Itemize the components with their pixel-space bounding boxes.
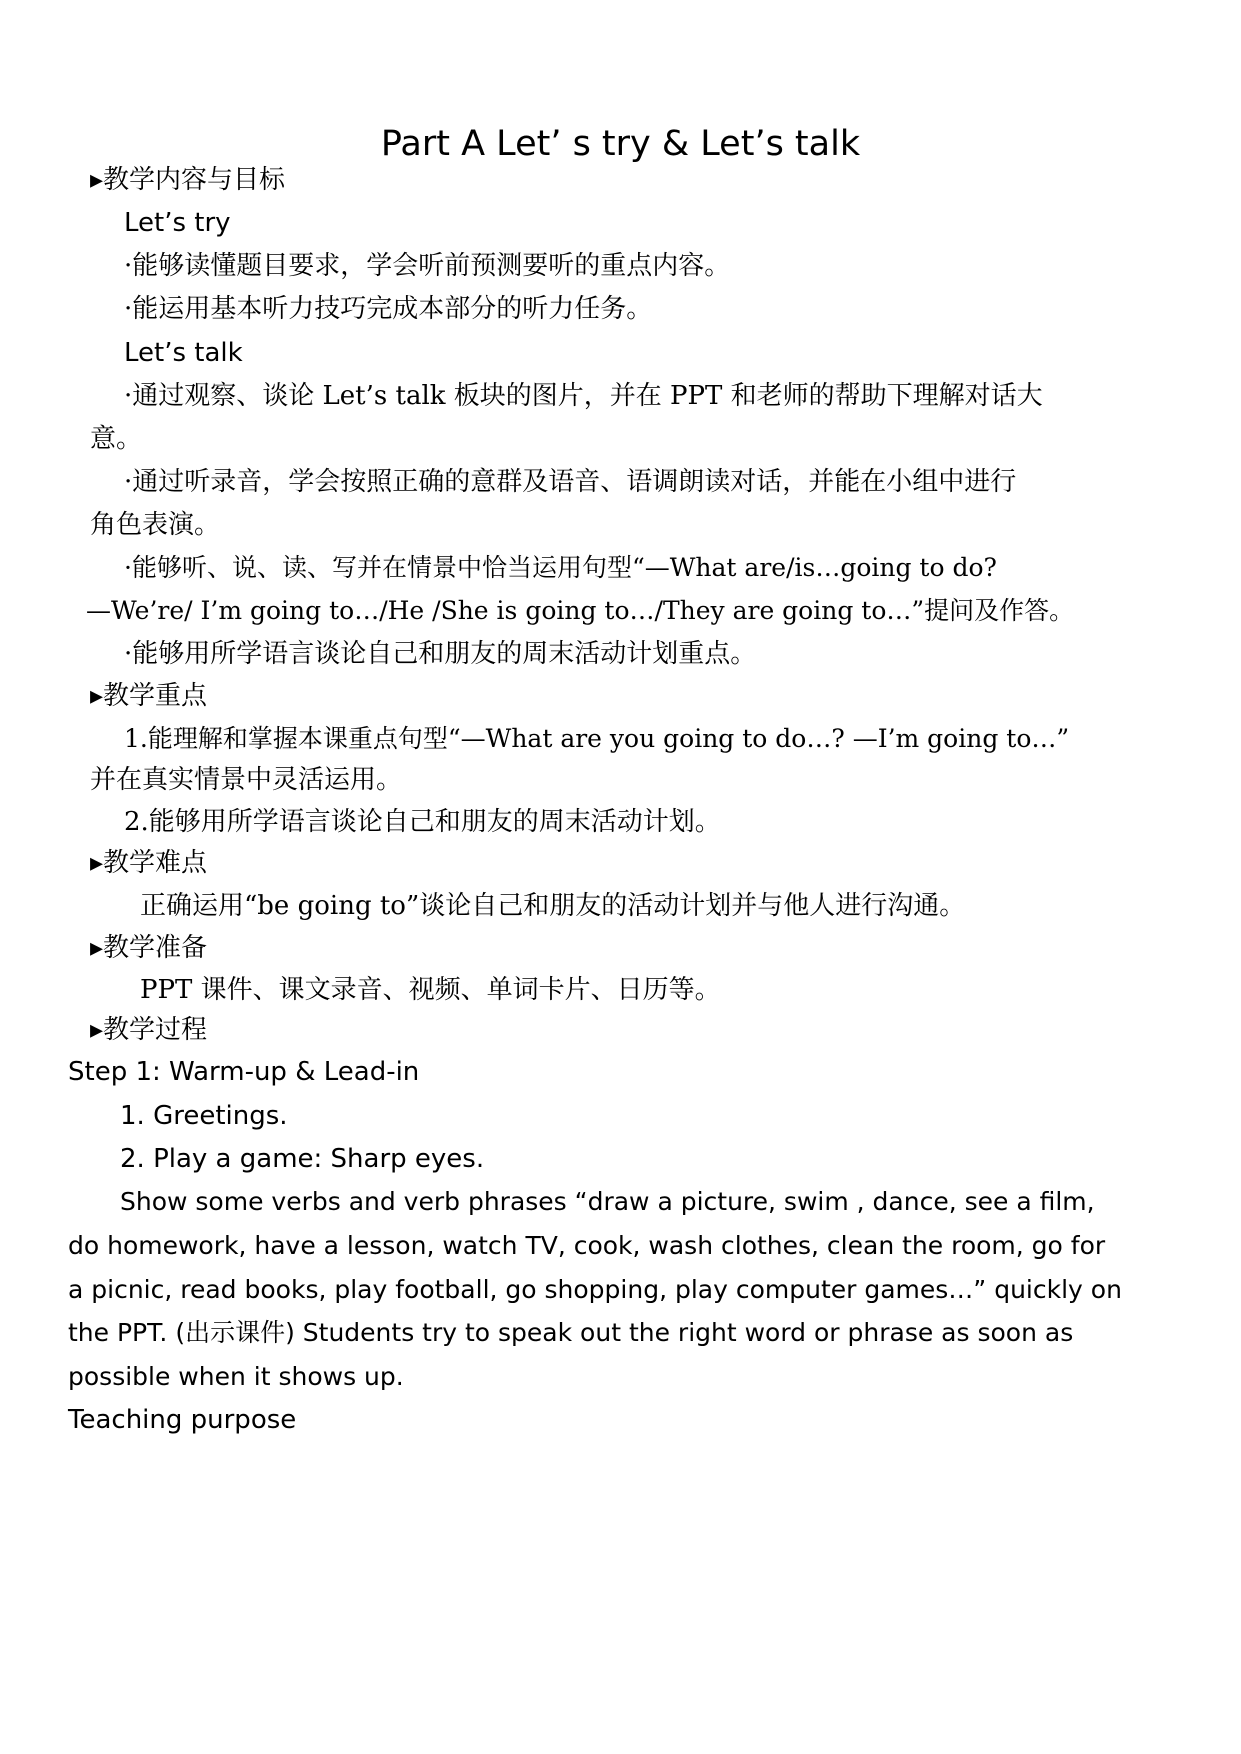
key-point-1-cont: 并在真实情景中灵活运用。 [90,765,403,795]
talk-goal-2-cont: 角色表演。 [90,510,221,540]
paragraph-line-2: do homework, have a lesson, watch TV, cook, wash clothes, clean the room, go for [68,1231,1106,1260]
try-goal-2: ·能运用基本听力技巧完成本部分的听力任务。 [124,294,653,324]
step-1-heading: Step 1: Warm-up & Lead-in [68,1057,420,1087]
teaching-purpose-heading: Teaching purpose [68,1405,297,1435]
preparation-1: PPT 课件、课文录音、视频、单词卡片、日历等。 [140,975,721,1005]
paragraph-line-1: Show some verbs and verb phrases “draw a picture, swim , dance, see a film, [120,1187,1095,1216]
subheading-lets-talk: Let’s talk [124,338,243,368]
key-point-1: 1.能理解和掌握本课重点句型“—What are you going to do…? —I’m going to…” [124,724,1070,753]
step-1-item-1: 1. Greetings. [120,1101,288,1131]
heading-key-points: ▸教学重点 [90,681,208,711]
document-title: Part A Let’ s try & Let’s talk [380,124,861,164]
heading-goals: ▸教学内容与目标 [90,165,286,195]
talk-goal-3: ·能够听、说、读、写并在情景中恰当运用句型“—What are/is…going to do? [124,553,997,582]
heading-preparation: ▸教学准备 [90,933,208,963]
paragraph-line-4: the PPT. (出示课件) Students try to speak out the right word or phrase as soon as [68,1318,1074,1347]
paragraph-line-5: possible when it shows up. [68,1362,404,1391]
talk-goal-2: ·通过听录音，学会按照正确的意群及语音、语调朗读对话，并能在小组中进行 [124,467,1017,497]
paragraph-line-3: a picnic, read books, play football, go shopping, play computer games…” quickly on [68,1275,1122,1304]
subheading-lets-try: Let’s try [124,208,231,238]
key-point-2: 2.能够用所学语言谈论自己和朋友的周末活动计划。 [124,807,721,837]
talk-goal-3-cont: —We’re/ I’m going to…/He /She is going to…/They are going to…”提问及作答。 [86,596,1075,625]
difficult-point-1: 正确运用“be going to”谈论自己和朋友的活动计划并与他人进行沟通。 [140,891,966,921]
talk-goal-1: ·通过观察、谈论 Let’s talk 板块的图片，并在 PPT 和老师的帮助下理解对话大 [124,381,1043,411]
heading-process: ▸教学过程 [90,1015,208,1045]
talk-goal-1-cont: 意。 [90,424,143,454]
heading-difficult-points: ▸教学难点 [90,848,208,878]
step-1-item-2: 2. Play a game: Sharp eyes. [120,1144,485,1174]
try-goal-1: ·能够读懂题目要求，学会听前预测要听的重点内容。 [124,251,731,281]
talk-goal-4: ·能够用所学语言谈论自己和朋友的周末活动计划重点。 [124,639,757,669]
